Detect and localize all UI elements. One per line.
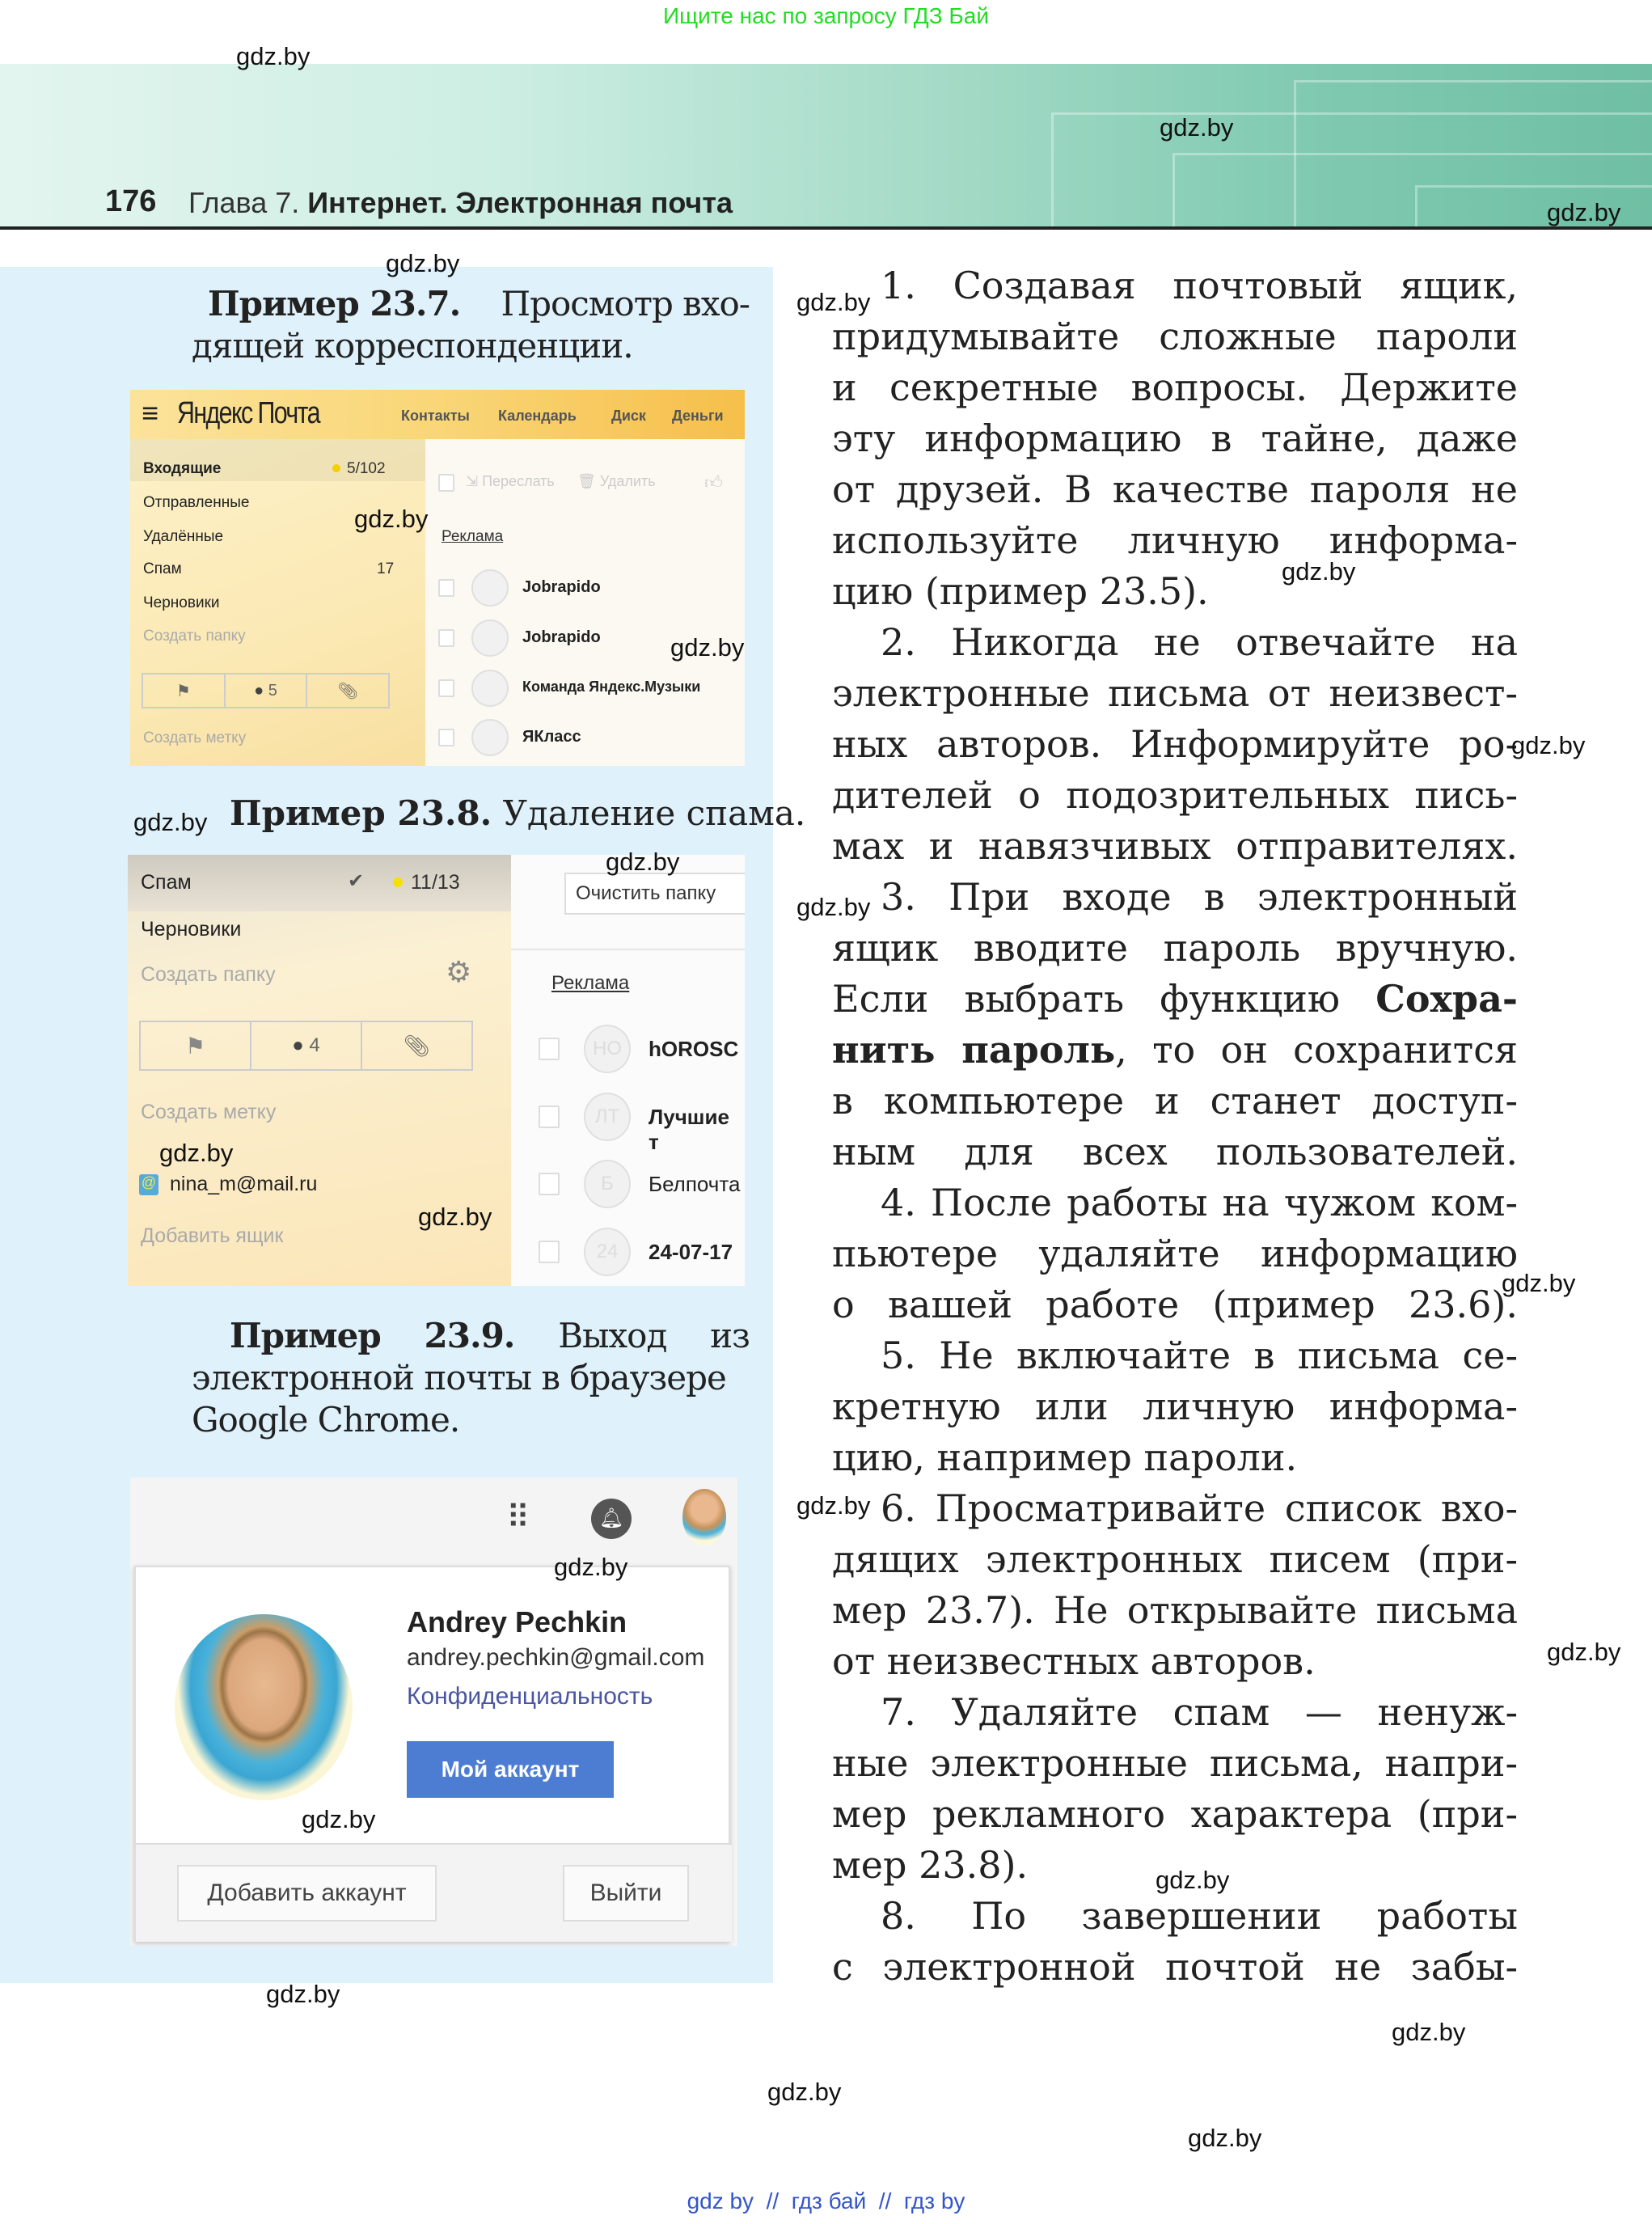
create-label-link[interactable]: Создать метку xyxy=(141,1101,277,1123)
message-sender[interactable]: Jobrapido xyxy=(522,628,601,646)
watermark: gdz.by xyxy=(1392,2018,1466,2046)
spam-count: 17 xyxy=(377,560,395,577)
message-checkbox[interactable] xyxy=(438,629,454,647)
message-sender[interactable]: ЯКласс xyxy=(522,728,581,746)
text-segment: электронные письма от неизвест- xyxy=(832,671,1518,715)
nav-contacts[interactable]: Контакты xyxy=(401,408,470,424)
bold-term: Сохра- xyxy=(1375,977,1518,1021)
example-label: Пример xyxy=(230,1316,381,1355)
nav-money[interactable]: Деньги xyxy=(672,408,724,424)
message-list xyxy=(511,855,745,1286)
text-line xyxy=(832,974,1518,1025)
message-sender[interactable]: 24-07-17 xyxy=(649,1240,733,1264)
sign-out-button[interactable]: Выйти xyxy=(563,1865,689,1922)
example-label: Пример 23.8. xyxy=(230,793,492,833)
forward-label: Переслать xyxy=(482,473,555,489)
message-sender[interactable]: Jobrapido xyxy=(522,578,601,596)
text-line xyxy=(832,1076,1518,1127)
watermark: gdz.by xyxy=(670,633,745,662)
watermark: gdz.by xyxy=(1156,1866,1230,1894)
create-label-link[interactable]: Создать метку xyxy=(143,729,247,746)
account-name: Andrey Pechkin xyxy=(407,1605,627,1638)
text-line xyxy=(832,1432,1518,1483)
text-line xyxy=(832,566,1518,617)
attachment-icon[interactable]: 📎︎ xyxy=(337,682,358,700)
text-segment: с электронной почтой не забы- xyxy=(832,1945,1518,1989)
text-line xyxy=(832,1127,1518,1178)
group-link[interactable]: Реклама xyxy=(551,972,630,994)
text-line xyxy=(832,1789,1518,1840)
text-line xyxy=(832,872,1518,923)
yandex-inbox-screenshot xyxy=(130,390,745,766)
watermark: gdz.by xyxy=(1547,198,1621,226)
text-line xyxy=(832,1942,1518,1993)
nav-disk[interactable]: Диск xyxy=(611,408,646,424)
watermark: gdz.by xyxy=(236,42,311,70)
gear-icon[interactable]: ⚙ xyxy=(446,955,472,988)
folder-deleted[interactable]: Удалённые xyxy=(143,528,224,545)
folder-sidebar xyxy=(130,439,425,766)
text-line xyxy=(832,1178,1518,1228)
text-segment: 4. После работы на чужом ком- xyxy=(881,1181,1518,1224)
watermark: gdz.by xyxy=(159,1139,234,1167)
profile-photo xyxy=(175,1614,353,1800)
inbox-count: 5/102 xyxy=(347,460,386,477)
account-card xyxy=(134,1566,730,1942)
bold-term: нить пароль xyxy=(832,1028,1116,1072)
text-line xyxy=(832,413,1518,464)
watermark: gdz.by xyxy=(1188,2124,1262,2152)
account-avatar-button[interactable] xyxy=(682,1489,726,1545)
message-checkbox[interactable] xyxy=(539,1038,560,1060)
text-line xyxy=(832,617,1518,668)
text-line xyxy=(832,260,1518,311)
watermark: gdz.by xyxy=(302,1805,376,1833)
rules-text xyxy=(832,260,1518,1993)
text-segment: дящих электронных писем (при- xyxy=(832,1537,1518,1581)
text-line xyxy=(832,1483,1518,1534)
watermark: gdz.by xyxy=(418,1203,492,1231)
text-segment: эту информацию в тайне, даже xyxy=(832,416,1518,460)
search-hint: Ищите нас по запросу ГДЗ Бай xyxy=(662,3,990,28)
sender-avatar: HO xyxy=(584,1025,631,1073)
text-segment: 6. Просматривайте список вхо- xyxy=(881,1486,1518,1530)
folder-spam[interactable]: Спам xyxy=(143,560,182,577)
text-line xyxy=(832,1585,1518,1636)
text-segment: Если выбрать функцию xyxy=(832,977,1376,1021)
message-checkbox[interactable] xyxy=(438,579,454,597)
folder-sent[interactable]: Отправленные xyxy=(143,494,250,511)
add-account-button[interactable]: Добавить аккаунт xyxy=(177,1865,437,1922)
sender-avatar: 24 xyxy=(584,1228,631,1276)
mailbox-address[interactable]: nina_m@mail.ru xyxy=(170,1173,318,1195)
unread-count: 4 xyxy=(309,1034,320,1056)
text-segment: цию (пример 23.5). xyxy=(832,569,1209,613)
watermark: gdz.by xyxy=(1547,1638,1621,1666)
chapter-prefix: Глава 7. xyxy=(188,186,300,219)
text-segment: и секретные вопросы. Держите xyxy=(832,366,1518,409)
text-segment: 1. Создавая почтовый ящик, xyxy=(881,264,1518,307)
text-line xyxy=(832,1330,1518,1381)
google-account-screenshot xyxy=(130,1478,737,1946)
text-segment: ным для всех пользователей. xyxy=(832,1130,1518,1173)
text-line xyxy=(832,1891,1518,1942)
nav-calendar[interactable]: Календарь xyxy=(498,408,577,424)
watermark: gdz.by xyxy=(796,1491,871,1520)
delete-label: Удалить xyxy=(599,473,656,489)
attachment-icon[interactable]: 📎︎ xyxy=(403,1033,430,1058)
account-email: andrey.pechkin@gmail.com xyxy=(407,1644,705,1671)
text-segment: мах и навязчивых отправителях. xyxy=(832,824,1518,868)
text-segment: мер 23.7). Не открывайте письма xyxy=(832,1588,1518,1632)
sender-avatar xyxy=(471,619,509,657)
message-sender[interactable]: hOROSC xyxy=(649,1037,739,1061)
watermark: gdz.by xyxy=(1511,731,1586,759)
text-segment: пьютере удаляйте информацию xyxy=(832,1232,1518,1275)
text-line xyxy=(832,464,1518,515)
text-segment: в компьютере и станет доступ- xyxy=(832,1079,1518,1123)
text-line xyxy=(832,1738,1518,1789)
sender-avatar: Б xyxy=(584,1160,631,1208)
text-line xyxy=(832,1534,1518,1585)
watermark: gdz.by xyxy=(796,893,871,921)
notifications-bell-icon[interactable]: 🔔︎ xyxy=(591,1499,632,1539)
example-text: Google Chrome. xyxy=(192,1400,460,1440)
example-label: Пример 23.7. xyxy=(208,284,461,323)
text-segment: придумывайте сложные пароли xyxy=(832,315,1518,358)
menu-icon[interactable]: ≡ xyxy=(142,396,159,429)
folder-inbox[interactable]: Входящие xyxy=(143,460,222,477)
mail-header xyxy=(130,390,745,439)
my-account-button[interactable]: Мой аккаунт xyxy=(407,1741,614,1798)
unread-dot-icon xyxy=(332,464,340,472)
sender-avatar xyxy=(471,670,509,707)
flag-icon[interactable]: ⚑ xyxy=(143,674,226,707)
chapter-name: Интернет. Электронная почта xyxy=(307,186,733,219)
create-folder-link[interactable]: Создать папку xyxy=(143,628,246,645)
text-segment: используйте личную информа- xyxy=(832,518,1518,562)
message-checkbox[interactable] xyxy=(438,729,454,746)
add-mailbox-link[interactable]: Добавить ящик xyxy=(141,1224,284,1247)
watermark: gdz.by xyxy=(266,1980,340,2008)
text-line xyxy=(832,719,1518,770)
folder-drafts[interactable]: Черновики xyxy=(143,594,220,611)
text-segment: кретную или личную информа- xyxy=(832,1385,1518,1428)
chapter-title xyxy=(188,186,733,220)
text-segment: от друзей. В качестве пароля не xyxy=(832,467,1518,511)
text-segment: цию, например пароли. xyxy=(832,1435,1298,1479)
text-segment: 7. Удаляйте спам — ненуж- xyxy=(881,1690,1518,1734)
watermark: gdz.by xyxy=(767,2078,842,2106)
example-text: Просмотр вхо- xyxy=(501,284,750,323)
example-text: Удаление спама. xyxy=(502,793,806,833)
text-line xyxy=(832,515,1518,566)
watermark: gdz.by xyxy=(1160,113,1234,142)
text-segment: 5. Не включайте в письма се- xyxy=(881,1334,1518,1377)
sender-avatar xyxy=(471,569,509,607)
text-segment: 3. При входе в электронный xyxy=(881,875,1518,919)
example-text: электронной почты в браузере xyxy=(192,1358,726,1397)
watermark: gdz.by xyxy=(133,808,208,836)
watermark: gdz.by xyxy=(1502,1269,1576,1297)
example-number: 23.9. xyxy=(424,1316,515,1355)
text-segment: ящик вводите пароль вручную. xyxy=(832,926,1518,970)
example-text: дящей корреспонденции. xyxy=(192,326,633,366)
text-segment: ные электронные письма, напри- xyxy=(832,1741,1518,1785)
text-line xyxy=(832,1025,1518,1076)
folder-drafts[interactable]: Черновики xyxy=(141,918,242,941)
text-line xyxy=(832,821,1518,872)
text-line xyxy=(832,1228,1518,1279)
text-line xyxy=(832,923,1518,974)
example-23-7-title xyxy=(192,283,750,367)
label-buttons xyxy=(142,673,390,708)
text-line xyxy=(832,1636,1518,1687)
text-line xyxy=(832,668,1518,719)
text-segment: мер рекламного характера (при- xyxy=(832,1792,1518,1836)
mailbox-icon: @ xyxy=(139,1174,158,1195)
create-folder-link[interactable]: Создать папку xyxy=(141,963,276,986)
watermark: gdz.by xyxy=(606,848,680,876)
message-sender[interactable]: Белпочта xyxy=(649,1172,741,1196)
example-23-8-title xyxy=(230,793,805,835)
example-text: из xyxy=(710,1316,750,1355)
text-line xyxy=(832,362,1518,413)
text-segment: дителей о подозрительных пись- xyxy=(832,773,1518,817)
watermark: gdz.by xyxy=(796,288,871,316)
text-line xyxy=(832,1279,1518,1330)
spam-count: 11/13 xyxy=(411,871,460,894)
watermark: gdz.by xyxy=(386,249,460,277)
watermark: gdz.by xyxy=(354,505,429,533)
privacy-link[interactable]: Конфиденциальность xyxy=(407,1683,653,1710)
sender-avatar xyxy=(471,719,509,756)
watermark: gdz.by xyxy=(1282,557,1356,586)
apps-grid-icon[interactable]: ⠿ xyxy=(506,1500,527,1536)
thumb-icon[interactable]: 👍︎ xyxy=(704,472,723,493)
example-text: Выход xyxy=(558,1316,667,1355)
message-sender[interactable]: Лучшие т xyxy=(649,1105,729,1154)
text-segment: , то он сохранится xyxy=(1115,1028,1518,1072)
select-all-checkbox[interactable] xyxy=(438,474,454,492)
delete-button[interactable]: 🗑︎ Удалить xyxy=(577,473,656,489)
text-segment: о вашей работе (пример 23.6). xyxy=(832,1283,1518,1326)
sender-avatar: ЛТ xyxy=(584,1093,631,1141)
footer-links[interactable]: gdz by // гдз бай // гдз by xyxy=(687,2188,965,2213)
text-line xyxy=(832,1687,1518,1738)
unread-count: 5 xyxy=(268,681,277,700)
unread-dot-icon xyxy=(393,877,403,887)
page-number: 176 xyxy=(105,184,157,218)
message-list xyxy=(425,439,745,766)
group-link[interactable]: Реклама xyxy=(442,528,504,545)
text-segment: от неизвестных авторов. xyxy=(832,1639,1316,1683)
text-segment: мер 23.8). xyxy=(832,1843,1029,1887)
message-checkbox[interactable] xyxy=(539,1173,560,1195)
message-checkbox[interactable] xyxy=(438,679,454,697)
broom-icon[interactable]: ✔ xyxy=(348,870,365,892)
text-line xyxy=(832,770,1518,821)
unread-filter[interactable]: ● 5 xyxy=(226,674,308,707)
label-buttons xyxy=(139,1021,473,1071)
text-segment: 2. Никогда не отвечайте на xyxy=(881,620,1518,664)
text-line xyxy=(832,1381,1518,1432)
folder-spam[interactable]: Спам xyxy=(141,871,192,894)
watermark: gdz.by xyxy=(554,1553,628,1581)
clear-folder-button[interactable]: Очистить папку xyxy=(564,873,745,915)
message-checkbox[interactable] xyxy=(539,1241,560,1263)
unread-filter[interactable]: ● 4 xyxy=(251,1022,362,1069)
yandex-mail-logo[interactable]: Яндекс Почта xyxy=(177,396,319,430)
text-line xyxy=(832,311,1518,362)
message-checkbox[interactable] xyxy=(539,1106,560,1128)
flag-icon[interactable]: ⚑ xyxy=(141,1022,251,1069)
message-sender[interactable]: Команда Яндекс.Музыки xyxy=(522,679,701,695)
forward-button[interactable]: ⇲ Переслать xyxy=(466,473,555,489)
text-segment: ных авторов. Информируйте ро- xyxy=(832,722,1518,766)
text-segment: 8. По завершении работы xyxy=(881,1894,1518,1938)
example-23-9-title xyxy=(192,1315,750,1441)
